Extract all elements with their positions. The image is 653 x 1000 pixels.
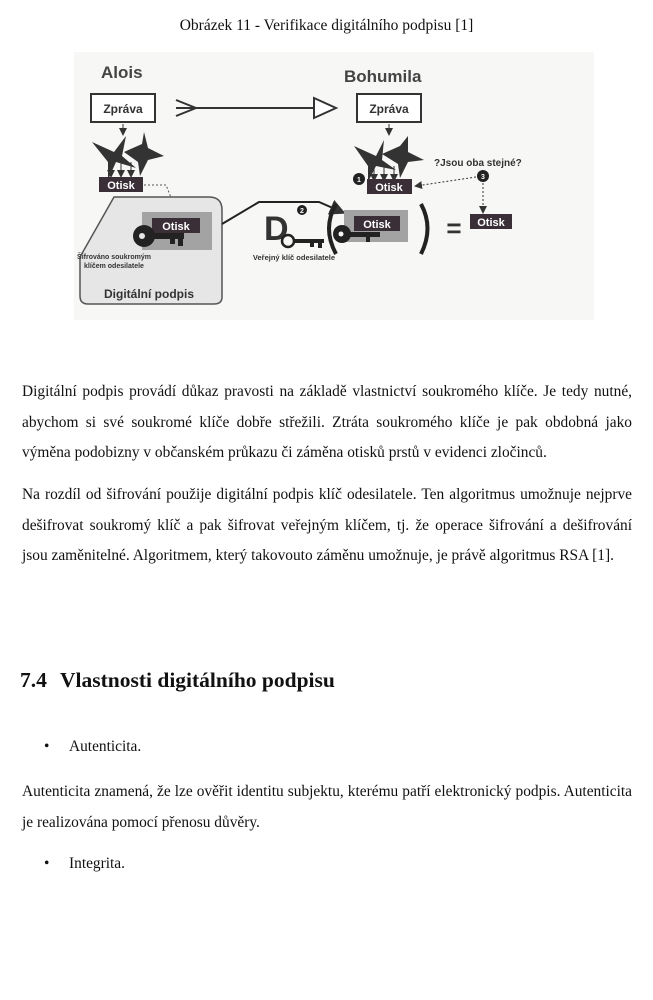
paragraph-rsa: Na rozdíl od šifrování použije digitální podpis klíč odesilatele. Ten algoritmus umožnuje nejprve dešifrovat soukromý klíč a pak šifrovat veřejným klíčem, tj. že operace šifrování a dešifrování jsou zaměnitelné. Algoritmem, který takovouto záměnu umožnuje, je právě algoritmus RSA [1].: [22, 486, 632, 564]
digital-signature-label: Digitální podpis: [104, 287, 194, 301]
section-heading: [20, 668, 335, 693]
step-1-label: 1: [357, 177, 361, 184]
encrypted-hash-label: Otisk: [162, 221, 190, 233]
paragraph-authenticity: Autenticita znamená, že lze ověřit identitu subjektu, kterému patří elektronický podpis. Autenticita je realizována pomocí přenosu důvěry.: [22, 783, 632, 831]
bullet-item-authenticity: [44, 738, 141, 756]
encrypted-note-line1: Šifrováno soukromým: [77, 254, 151, 261]
result-hash-label: Otisk: [477, 217, 505, 229]
figure-caption: Obrázek 11 - Verifikace digitálního podpisu [1]: [179, 17, 474, 34]
comparison-question: ?Jsou oba stejné?: [434, 158, 522, 169]
receiver-hash-label: Otisk: [375, 182, 403, 194]
bullet-icon: •: [44, 855, 50, 872]
receiver-name: Bohumila: [344, 67, 422, 86]
step-3-label: 3: [481, 174, 485, 181]
equals-sign: =: [446, 213, 462, 243]
signature-verification-diagram: [74, 52, 594, 320]
bullet-item-integrity: [44, 855, 125, 873]
sender-hash-label: Otisk: [107, 180, 135, 192]
sender-name: Alois: [101, 63, 143, 82]
receiver-message-label: Zpráva: [369, 102, 409, 116]
bullet-label: Integrita.: [69, 855, 125, 872]
section-number: 7.4: [20, 668, 47, 692]
public-key-label: Veřejný klíč odesilatele: [252, 253, 336, 262]
step-2-label: 2: [300, 208, 304, 215]
sender-message-label: Zpráva: [103, 102, 143, 116]
paragraph-private-key: Digitální podpis provádí důkaz pravosti na základě vlastnictví soukromého klíče. Je tedy nutné, abychom si své soukromé klíče dobře střežili. Ztráta soukromého klíče je pak obdobná jako výměna podobizny v občanském průkazu či záměna otisků prstů v evidenci zločinců.: [22, 383, 632, 461]
encrypted-note-line2: klíčem odesilatele: [84, 263, 144, 270]
decrypt-input-hash-label: Otisk: [363, 219, 391, 231]
section-title: Vlastnosti digitálního podpisu: [60, 668, 335, 692]
bullet-label: Autenticita.: [69, 738, 142, 755]
decrypt-symbol: D: [264, 210, 289, 248]
bullet-icon: •: [44, 738, 50, 755]
